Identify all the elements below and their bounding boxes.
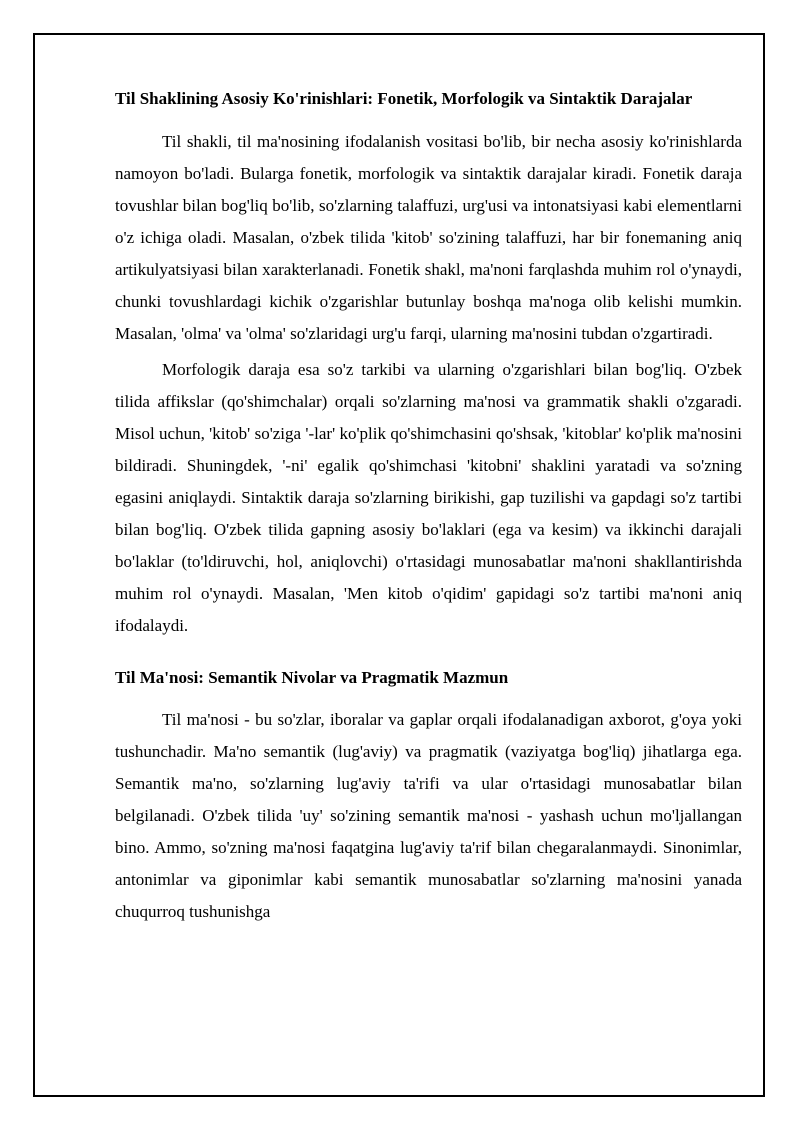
document-body (115, 87, 742, 932)
section-heading-meaning: Til Ma'nosi: Semantik Nivolar va Pragmatik Mazmun (115, 668, 509, 687)
paragraph-semantics: Til ma'nosi - bu so'zlar, iboralar va gaplar orqali ifodalanadigan axborot, g'oya yoki tushunchadir. Ma'no semantik (lug'aviy) va pragmatik (vaziyatga bog'liq) jihatlarga ega. Semantik ma'no, so'zlarning lug'aviy ta'rifi va ular o'rtasidagi munosabatlar bilan belgilanadi. O'zbek tilida 'uy' so'zining semantik ma'nosi - yashash uchun mo'ljallangan bino. Ammo, so'zning ma'nosi faqatgina lug'aviy ta'rif bilan chegaralanmaydi. Sinonimlar, antonimlar va giponimlar kabi semantik munosabatlar so'zlarning ma'nosini yanada chuqurroq tushunishga (115, 710, 742, 921)
paragraph-phonetic: Til shakli, til ma'nosining ifodalanish vositasi bo'lib, bir necha asosiy ko'rinishlarda namoyon bo'ladi. Bularga fonetik, morfologik va sintaktik darajalar kiradi. Fonetik daraja tovushlar bilan bog'liq bo'lib, so'zlarning talaffuzi, urg'usi va intonatsiyasi kabi elementlarni o'z ichiga oladi. Masalan, o'zbek tilida 'kitob' so'zining talaffuzi, har bir fonemaning aniq artikulyatsiyasi bilan xarakterlanadi. Fonetik shakl, ma'noni farqlashda muhim rol o'ynaydi, chunki tovushlardagi kichik o'zgarishlar butunlay boshqa ma'noga olib kelishi mumkin. Masalan, 'olma' va 'olma' so'zlaridagi urg'u farqi, ularning ma'nosini tubdan o'zgartiradi. (115, 132, 742, 343)
section-heading-form: Til Shaklining Asosiy Ko'rinishlari: Fonetik, Morfologik va Sintaktik Darajalar (115, 89, 693, 108)
paragraph-morphology-syntax: Morfologik daraja esa so'z tarkibi va ularning o'zgarishlari bilan bog'liq. O'zbek tilida affikslar (qo'shimchalar) orqali so'zlarning ma'nosi va grammatik shakli o'zgaradi. Misol uchun, 'kitob' so'ziga '-lar' ko'plik qo'shimchasini qo'shsak, 'kitoblar' ko'plik ma'nosini bildiradi. Shuningdek, '-ni' egalik qo'shimchasi 'kitobni' shaklini yaratadi va so'zning egasini aniqlaydi. Sintaktik daraja so'zlarning birikishi, gap tuzilishi va gapdagi so'z tartibi bilan bog'liq. O'zbek tilida gapning asosiy bo'laklari (ega va kesim) va ikkinchi darajali bo'laklar (to'ldiruvchi, hol, aniqlovchi) o'rtasidagi munosabatlar ma'noni shakllantirishda muhim rol o'ynaydi. Masalan, 'Men kitob o'qidim' gapidagi so'z tartibi ma'noni aniq ifodalaydi. (115, 360, 742, 635)
